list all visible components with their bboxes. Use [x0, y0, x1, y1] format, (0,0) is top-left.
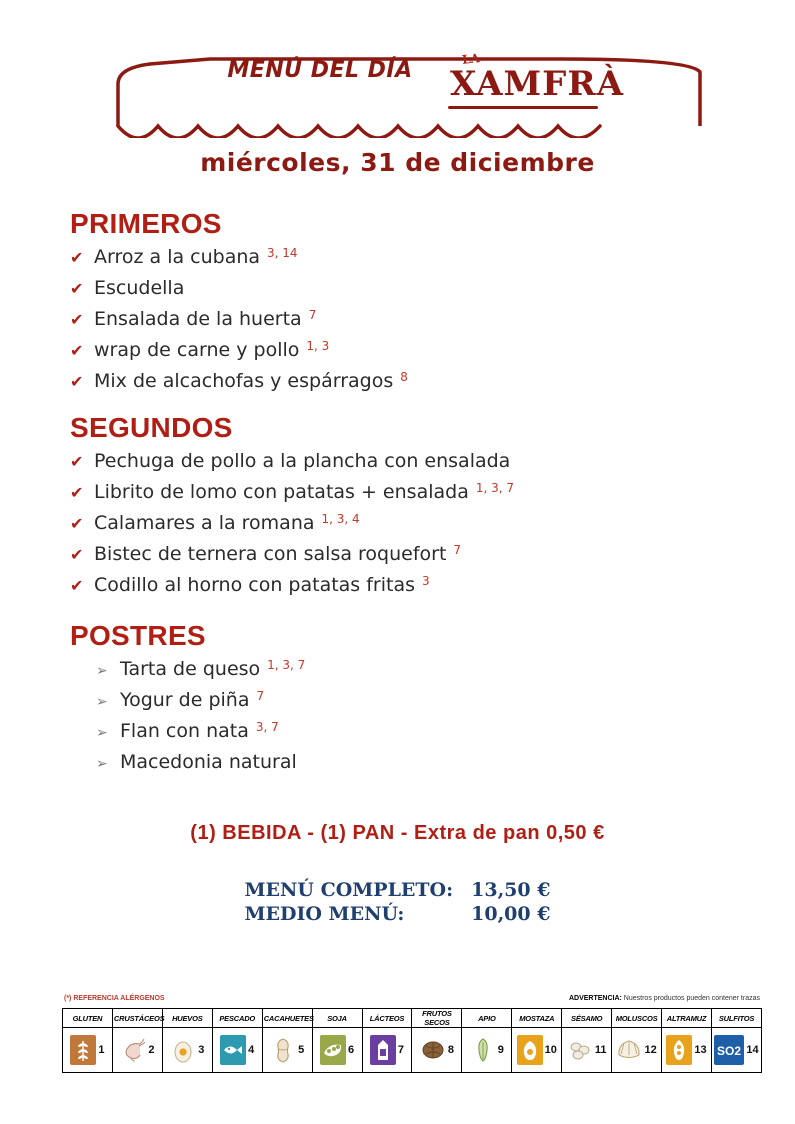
shell-icon	[616, 1035, 642, 1065]
dish-allergens: 7	[256, 689, 265, 703]
dish-allergens: 1, 3, 7	[475, 481, 515, 495]
list-item	[96, 689, 750, 711]
allergen-header-soja: SOJA	[312, 1009, 362, 1028]
price-value-half: 10,00 €	[471, 903, 551, 925]
list-item	[70, 246, 750, 268]
dish-name: Arroz a la cubana	[94, 246, 261, 268]
dish-list-primeros	[70, 246, 750, 392]
check-icon: ✔	[70, 279, 84, 298]
allergen-cell-apio	[462, 1028, 512, 1073]
soy-icon	[320, 1035, 346, 1065]
allergen-number-12: 12	[644, 1044, 657, 1056]
allergen-header-apio: APIO	[462, 1009, 512, 1028]
list-item	[70, 512, 750, 534]
section-primeros	[70, 208, 750, 401]
menu-date: miércoles, 31 de diciembre	[200, 148, 595, 177]
wheat-icon	[70, 1035, 96, 1065]
price-value-full: 13,50 €	[471, 879, 551, 901]
egg-icon	[170, 1035, 196, 1065]
allergen-number-2: 2	[148, 1044, 155, 1056]
svg-text:SO2: SO2	[717, 1044, 742, 1058]
allergen-number-14: 14	[746, 1044, 759, 1056]
list-item	[70, 339, 750, 361]
allergen-number-1: 1	[98, 1044, 105, 1056]
allergen-header-huevos: HUEVOS	[162, 1009, 212, 1028]
section-postres	[70, 620, 750, 782]
peanut-icon	[270, 1035, 296, 1065]
section-title-postres: POSTRES	[70, 620, 206, 651]
allergen-number-3: 3	[198, 1044, 205, 1056]
check-icon: ✔	[70, 576, 84, 595]
dish-allergens: 1, 3, 7	[267, 658, 306, 672]
dish-name: Macedonia natural	[120, 751, 297, 773]
allergen-cell-pescado	[212, 1028, 262, 1073]
included-items-note: (1) BEBIDA - (1) PAN - Extra de pan 0,50 €	[190, 822, 605, 844]
price-label-half: MEDIO MENÚ:	[244, 903, 405, 925]
check-icon: ✔	[70, 372, 84, 391]
allergen-notes	[62, 995, 762, 1008]
celery-icon	[470, 1035, 496, 1065]
arrow-bullet-icon: ➢	[96, 663, 108, 679]
allergen-header-gluten: GLUTEN	[63, 1009, 113, 1028]
so2-icon	[714, 1035, 744, 1065]
list-item	[96, 751, 750, 773]
allergen-warning	[569, 995, 760, 1002]
dish-name: Bistec de ternera con salsa roquefort	[94, 543, 447, 565]
restaurant-logo	[440, 50, 670, 120]
arrow-bullet-icon: ➢	[96, 725, 108, 741]
dish-name: Pechuga de pollo a la plancha con ensalada	[94, 450, 511, 472]
allergen-cell-gluten	[63, 1028, 113, 1073]
check-icon: ✔	[70, 514, 84, 533]
dish-name: Codillo al horno con patatas fritas	[94, 574, 416, 596]
milk-carton-icon	[370, 1035, 396, 1065]
allergen-number-11: 11	[594, 1044, 607, 1056]
dish-allergens: 7	[453, 543, 462, 557]
allergen-number-4: 4	[248, 1044, 255, 1056]
dish-allergens: 8	[400, 370, 408, 384]
dish-allergens: 1, 3	[306, 339, 330, 353]
section-title-primeros: PRIMEROS	[70, 208, 222, 239]
check-icon: ✔	[70, 341, 84, 360]
dish-allergens: 1, 3, 4	[321, 512, 360, 526]
allergen-cell-frutos-secos	[412, 1028, 462, 1073]
list-item	[70, 574, 750, 596]
dish-name: wrap de carne y pollo	[94, 339, 300, 361]
awning-header	[0, 28, 795, 138]
dish-name: Mix de alcachofas y espárragos	[94, 370, 394, 392]
section-title-segundos: SEGUNDOS	[70, 412, 233, 443]
allergen-cell-soja	[312, 1028, 362, 1073]
arrow-bullet-icon: ➢	[96, 756, 108, 772]
allergen-number-8: 8	[447, 1044, 454, 1056]
allergen-header-crustaceos: CRUSTÁCEOS	[112, 1009, 162, 1028]
allergen-warning-label: ADVERTENCIA:	[568, 995, 622, 1002]
allergen-cell-moluscos	[612, 1028, 662, 1073]
allergen-cell-sulfitos	[711, 1028, 761, 1073]
dish-allergens: 3, 7	[255, 720, 279, 734]
allergen-header-altramuz: ALTRAMUZ	[662, 1009, 712, 1028]
allergen-header-lacteos: LÁCTEOS	[362, 1009, 412, 1028]
allergen-cell-cacahuetes	[262, 1028, 312, 1073]
allergen-table	[62, 1008, 762, 1073]
shrimp-icon	[120, 1035, 146, 1065]
dish-name: Ensalada de la huerta	[94, 308, 302, 330]
list-item	[96, 720, 750, 742]
allergen-icon-row	[63, 1028, 762, 1073]
dish-name: Tarta de queso	[120, 658, 261, 680]
logo-underline	[448, 106, 598, 109]
menu-title: MENÚ DEL DÍA	[227, 58, 413, 83]
check-icon: ✔	[70, 452, 84, 471]
dish-name: Calamares a la romana	[94, 512, 315, 534]
allergen-cell-crustaceos	[112, 1028, 162, 1073]
list-item	[70, 308, 750, 330]
check-icon: ✔	[70, 248, 84, 267]
allergen-reference-note: (*) REFERENCIA ALÉRGENOS	[64, 995, 165, 1002]
check-icon: ✔	[70, 310, 84, 329]
list-item	[70, 543, 750, 565]
dish-list-segundos	[70, 450, 750, 596]
allergen-header-sesamo: SÉSAMO	[562, 1009, 612, 1028]
allergen-cell-altramuz	[662, 1028, 712, 1073]
dish-name: Yogur de piña	[120, 689, 250, 711]
list-item	[70, 450, 750, 472]
allergen-header-pescado: PESCADO	[212, 1009, 262, 1028]
allergen-header-row	[63, 1009, 762, 1028]
allergen-warning-text: Nuestros productos pueden contener trazas	[621, 995, 760, 1002]
mustard-icon	[517, 1035, 543, 1065]
list-item	[70, 370, 750, 392]
arrow-bullet-icon: ➢	[96, 694, 108, 710]
table-row	[245, 902, 551, 926]
allergen-cell-mostaza	[512, 1028, 562, 1073]
dish-allergens: 3, 14	[267, 246, 298, 260]
price-table	[245, 878, 551, 926]
price-label-full: MENÚ COMPLETO:	[244, 879, 454, 901]
allergen-number-9: 9	[497, 1044, 504, 1056]
dish-allergens: 3	[422, 574, 430, 588]
check-icon: ✔	[70, 483, 84, 502]
list-item	[70, 277, 750, 299]
dish-list-postres	[70, 658, 750, 773]
allergen-cell-sesamo	[562, 1028, 612, 1073]
allergen-header-frutos-secos: FRUTOS SECOS	[412, 1009, 462, 1028]
check-icon: ✔	[70, 545, 84, 564]
allergen-number-10: 10	[544, 1044, 557, 1056]
dish-allergens: 7	[308, 308, 317, 322]
list-item	[96, 658, 750, 680]
logo-name: XAMFRÀ	[450, 64, 624, 104]
section-segundos	[70, 412, 750, 605]
allergen-number-6: 6	[348, 1044, 355, 1056]
list-item	[70, 481, 750, 503]
allergen-header-sulfitos: SULFITOS	[711, 1009, 761, 1028]
table-row	[245, 878, 551, 902]
fish-icon	[220, 1035, 246, 1065]
awning-shape-icon	[0, 28, 795, 138]
allergen-cell-huevos	[162, 1028, 212, 1073]
price-block	[0, 878, 795, 926]
allergen-number-5: 5	[298, 1044, 305, 1056]
logo-prefix: LA	[461, 51, 481, 67]
allergen-cell-lacteos	[362, 1028, 412, 1073]
allergen-legend	[62, 995, 762, 1073]
allergen-header-cacahuetes: CACAHUETES	[262, 1009, 312, 1028]
dish-name: Librito de lomo con patatas + ensalada	[94, 481, 469, 503]
lupin-icon	[666, 1035, 692, 1065]
allergen-number-7: 7	[397, 1044, 405, 1056]
nut-icon	[420, 1035, 446, 1065]
sesame-icon	[567, 1035, 593, 1065]
allergen-header-moluscos: MOLUSCOS	[612, 1009, 662, 1028]
dish-name: Flan con nata	[120, 720, 249, 742]
dish-name: Escudella	[94, 277, 185, 299]
allergen-number-13: 13	[694, 1044, 707, 1056]
allergen-header-mostaza: MOSTAZA	[512, 1009, 562, 1028]
